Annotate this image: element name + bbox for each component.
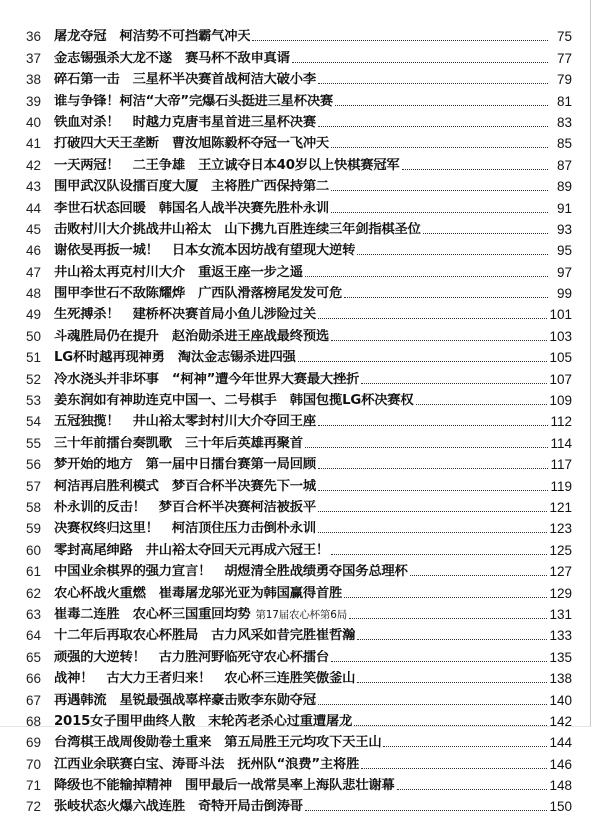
toc-entry[interactable] bbox=[26, 217, 572, 238]
toc-entry-page-number: 93 bbox=[556, 221, 572, 237]
toc-entry-page-number: 121 bbox=[549, 499, 572, 515]
toc-entry-title bbox=[54, 799, 303, 815]
toc-entry-title-text: 江西业余联赛白宝、涛哥斗法 抚州队“浪费”主将胜 bbox=[54, 756, 360, 772]
toc-entry-title-text: 击败村川大介挑战井山裕太 山下携九百胜连续三年剑指棋圣位 bbox=[54, 221, 421, 237]
toc-entry-title bbox=[54, 372, 359, 388]
toc-entry-number: 60 bbox=[26, 542, 42, 558]
toc-entry[interactable] bbox=[26, 174, 572, 195]
toc-entry-title bbox=[54, 757, 359, 773]
toc-entry-number: 54 bbox=[26, 414, 42, 430]
toc-entry-number: 37 bbox=[26, 50, 42, 66]
toc-dot-leader bbox=[318, 125, 548, 127]
toc-entry-page-number: 99 bbox=[556, 286, 572, 302]
toc-entry[interactable] bbox=[26, 495, 572, 516]
toc-entry-page-number: 105 bbox=[549, 350, 572, 366]
toc-entry-title-text: 斗魂胜局仍在提升 赵治勋杀进王座战最终预选 bbox=[54, 328, 330, 344]
toc-entry-number: 72 bbox=[26, 799, 42, 815]
toc-dot-leader bbox=[361, 767, 547, 769]
toc-entry-title bbox=[54, 29, 250, 45]
toc-entry[interactable] bbox=[26, 559, 572, 580]
toc-entry-page-number: 146 bbox=[549, 756, 572, 772]
toc-entry-number: 63 bbox=[26, 606, 42, 622]
toc-entry-page-number: 97 bbox=[556, 264, 572, 280]
toc-entry-title-text: 张岐状态火爆六战连胜 奇特开局击倒涛哥 bbox=[54, 799, 303, 815]
toc-dot-leader bbox=[331, 189, 548, 191]
toc-entry-title bbox=[54, 436, 303, 452]
toc-entry-title bbox=[54, 414, 316, 430]
toc-entry-title-text: 战神！ 古大力王者归来！ 农心杯三连胜笑傲釜山 bbox=[54, 671, 356, 687]
toc-entry-title-text: 中国业余棋界的强力宣言！ 胡煜清全胜战绩勇夺国务总理杯 bbox=[54, 564, 408, 580]
toc-entry[interactable] bbox=[26, 302, 572, 323]
toc-entry-number: 68 bbox=[26, 713, 42, 729]
toc-dot-leader bbox=[357, 253, 548, 255]
toc-entry-title bbox=[54, 222, 421, 238]
toc-entry-page-number: 125 bbox=[549, 542, 572, 558]
toc-entry-number: 48 bbox=[26, 286, 42, 302]
toc-entry-page-number: 114 bbox=[550, 435, 572, 451]
toc-entry-page-number: 117 bbox=[550, 457, 572, 473]
toc-entry-page-number: 112 bbox=[550, 414, 572, 430]
toc-entry-title-text: 零封高尾绅路 井山裕太夺回天元再成六冠王！ bbox=[54, 542, 330, 558]
toc-entry-number: 57 bbox=[26, 478, 42, 494]
toc-entry-title-text: 朴永训的反击！ 梦百合杯半决赛柯洁被扳平 bbox=[54, 499, 316, 515]
toc-entry-number: 61 bbox=[26, 564, 42, 580]
toc-dot-leader bbox=[305, 809, 548, 811]
toc-entry[interactable] bbox=[26, 88, 572, 109]
toc-dot-leader bbox=[357, 638, 547, 640]
toc-entry[interactable] bbox=[26, 345, 572, 366]
toc-entry-number: 52 bbox=[26, 371, 42, 387]
toc-dot-leader bbox=[331, 660, 547, 662]
toc-entry-title-text: 金志锡强杀大龙不遂 赛马杯不敌申真谞 bbox=[54, 50, 290, 66]
toc-entry-title-text: LG杯时越再现神勇 淘汰金志锡杀进四强 bbox=[54, 350, 296, 366]
toc-dot-leader bbox=[318, 510, 548, 512]
toc-entry[interactable] bbox=[26, 110, 572, 131]
toc-entry[interactable] bbox=[26, 152, 572, 173]
toc-entry[interactable] bbox=[26, 687, 572, 708]
toc-dot-leader bbox=[344, 296, 548, 298]
toc-entry[interactable] bbox=[26, 709, 572, 730]
toc-entry[interactable] bbox=[26, 430, 572, 451]
toc-entry[interactable] bbox=[26, 323, 572, 344]
toc-entry-title-text: 姜东润如有神助连克中国一、二号棋手 韩国包揽LG杯决赛权 bbox=[54, 393, 414, 409]
toc-entry-number: 36 bbox=[26, 29, 42, 45]
toc-entry-title bbox=[54, 479, 316, 495]
toc-entry-title-text: 柯洁再启胜利模式 梦百合杯半决赛先下一城 bbox=[54, 478, 316, 494]
toc-entry[interactable] bbox=[26, 45, 572, 66]
table-of-contents bbox=[26, 24, 572, 815]
toc-entry-title-text: 三十年前擂台奏凯歌 三十年后英雄再聚首 bbox=[54, 435, 303, 451]
toc-entry-page-number: 131 bbox=[549, 606, 572, 622]
toc-entry-number: 71 bbox=[26, 778, 42, 794]
toc-entry-title-text: 生死搏杀！ 建桥杯决赛首局小鱼儿涉险过关 bbox=[54, 307, 316, 323]
toc-entry-number: 44 bbox=[26, 200, 42, 216]
toc-dot-leader bbox=[331, 211, 548, 213]
toc-entry-page-number: 148 bbox=[549, 778, 572, 794]
toc-entry-title-text: 井山裕太再克村川大介 重返王座一步之遥 bbox=[54, 264, 303, 280]
toc-entry-number: 59 bbox=[26, 521, 42, 537]
toc-dot-leader bbox=[416, 403, 548, 405]
toc-dot-leader bbox=[318, 317, 548, 319]
toc-entry[interactable] bbox=[26, 259, 572, 280]
toc-entry-title bbox=[54, 350, 296, 366]
toc-dot-leader bbox=[292, 61, 548, 63]
toc-entry-title-text: 围甲李世石不敌陈耀烨 广西队滑落榜尾发发可危 bbox=[54, 286, 343, 302]
toc-dot-leader bbox=[318, 424, 548, 426]
toc-entry[interactable] bbox=[26, 452, 572, 473]
toc-entry-page-number: 91 bbox=[556, 200, 572, 216]
toc-entry-title bbox=[54, 735, 381, 751]
toc-dot-leader bbox=[331, 553, 547, 555]
toc-entry-page-number: 85 bbox=[556, 136, 572, 152]
toc-entry-title bbox=[54, 607, 347, 623]
toc-entry-title bbox=[54, 179, 329, 195]
toc-dot-leader bbox=[318, 531, 548, 533]
toc-entry-title-text: 降级也不能输掉精神 围甲最后一战常昊率上海队悲壮谢幕 bbox=[54, 778, 395, 794]
toc-entry-number: 51 bbox=[26, 350, 42, 366]
toc-entry-title bbox=[54, 158, 400, 174]
toc-dot-leader bbox=[298, 360, 548, 362]
toc-entry-page-number: 133 bbox=[549, 628, 572, 644]
toc-entry-page-number: 107 bbox=[549, 371, 572, 387]
toc-entry[interactable] bbox=[26, 580, 572, 601]
toc-entry-number: 55 bbox=[26, 435, 42, 451]
toc-entry[interactable] bbox=[26, 794, 572, 815]
toc-entry-number: 43 bbox=[26, 179, 42, 195]
toc-dot-leader bbox=[410, 574, 548, 576]
toc-entry-title bbox=[54, 693, 316, 709]
toc-entry-title bbox=[54, 457, 316, 473]
toc-entry-number: 41 bbox=[26, 136, 42, 152]
toc-entry-title-text: 谁与争锋！柯洁“大帝”完爆石头挺进三星杯决赛 bbox=[54, 93, 334, 109]
toc-entry-page-number: 150 bbox=[549, 799, 572, 815]
toc-dot-leader bbox=[331, 339, 547, 341]
toc-entry[interactable] bbox=[26, 537, 572, 558]
toc-entry-number: 69 bbox=[26, 735, 42, 751]
toc-entry-title bbox=[54, 201, 329, 217]
toc-entry-title-text: 农心杯战火重燃 崔毒屠龙邬光亚为韩国赢得首胜 bbox=[54, 585, 343, 601]
toc-entry[interactable] bbox=[26, 516, 572, 537]
toc-dot-leader bbox=[397, 788, 548, 790]
toc-entry-title bbox=[54, 243, 355, 259]
toc-entry-number: 40 bbox=[26, 114, 42, 130]
toc-entry-number: 70 bbox=[26, 756, 42, 772]
toc-dot-leader bbox=[305, 446, 548, 448]
toc-entry-page-number: 87 bbox=[556, 157, 572, 173]
toc-entry-title-text: 李世石状态回暖 韩国名人战半决赛先胜朴永训 bbox=[54, 200, 330, 216]
toc-entry-title bbox=[54, 778, 395, 794]
toc-entry-title bbox=[54, 543, 329, 559]
toc-entry[interactable] bbox=[26, 131, 572, 152]
toc-entry-title bbox=[54, 500, 316, 516]
toc-entry-title-text: 屠龙夺冠 柯洁势不可挡霸气冲天 bbox=[54, 29, 251, 45]
toc-entry-page-number: 129 bbox=[549, 585, 572, 601]
toc-entry-title bbox=[54, 714, 352, 730]
toc-dot-leader bbox=[318, 467, 548, 469]
toc-entry-title-text: 决赛权终归这里！ 柯洁顶住压力击倒朴永训 bbox=[54, 521, 316, 537]
toc-dot-leader bbox=[305, 275, 548, 277]
toc-entry-title-text: 再遇韩流 星锐最强战辜梓豪击败李东勋夺冠 bbox=[54, 692, 316, 708]
toc-entry-page-number: 75 bbox=[556, 29, 572, 45]
toc-entry-title bbox=[54, 286, 342, 302]
toc-dot-leader bbox=[349, 617, 547, 619]
toc-entry-number: 58 bbox=[26, 499, 42, 515]
toc-dot-leader bbox=[252, 39, 548, 41]
toc-entry-title-text: 一天两冠！ 二王争雄 王立诚夺日本40岁以上快棋赛冠军 bbox=[54, 157, 400, 173]
toc-dot-leader bbox=[331, 146, 548, 148]
toc-entry-title bbox=[54, 51, 290, 67]
toc-entry[interactable] bbox=[26, 195, 572, 216]
toc-entry-title bbox=[54, 521, 316, 537]
toc-entry-title bbox=[54, 307, 316, 323]
toc-entry-page-number: 103 bbox=[549, 328, 572, 344]
toc-entry-title-text: 铁血对杀！ 时越力克唐韦星首进三星杯决赛 bbox=[54, 114, 316, 130]
toc-dot-leader bbox=[318, 703, 548, 705]
toc-entry-title bbox=[54, 586, 342, 602]
toc-entry-title bbox=[54, 650, 329, 666]
toc-entry-title bbox=[54, 671, 355, 687]
toc-entry-number: 39 bbox=[26, 93, 42, 109]
toc-entry[interactable] bbox=[26, 238, 572, 259]
toc-entry-page-number: 144 bbox=[549, 735, 572, 751]
toc-entry-title bbox=[54, 115, 316, 131]
toc-dot-leader bbox=[383, 745, 547, 747]
toc-entry-title bbox=[54, 72, 316, 88]
toc-dot-leader bbox=[354, 724, 547, 726]
toc-entry-title-text: 十二年后再取农心杯胜局 古力风采如昔完胜崔哲瀚 bbox=[54, 628, 356, 644]
toc-entry[interactable] bbox=[26, 666, 572, 687]
toc-entry-page-number: 81 bbox=[556, 93, 572, 109]
toc-entry-page-number: 95 bbox=[556, 243, 572, 259]
toc-entry-page-number: 83 bbox=[556, 114, 572, 130]
toc-dot-leader bbox=[335, 104, 548, 106]
toc-entry-title-text: 碎石第一击 三星杯半决赛首战柯洁大破小李 bbox=[54, 72, 316, 88]
toc-entry[interactable] bbox=[26, 473, 572, 494]
toc-entry-page-number: 109 bbox=[549, 393, 572, 409]
toc-entry[interactable] bbox=[26, 602, 572, 623]
toc-entry[interactable] bbox=[26, 751, 572, 772]
toc-entry-page-number: 89 bbox=[556, 179, 572, 195]
toc-entry-number: 67 bbox=[26, 692, 42, 708]
toc-entry-number: 45 bbox=[26, 221, 42, 237]
toc-entry-title bbox=[54, 628, 355, 644]
toc-dot-leader bbox=[361, 382, 547, 384]
toc-entry[interactable] bbox=[26, 366, 572, 387]
toc-entry-number: 50 bbox=[26, 328, 42, 344]
toc-entry-title bbox=[54, 265, 303, 281]
toc-entry-title bbox=[54, 136, 329, 152]
toc-entry-title-text: 梦开始的地方 第一届中日擂台赛第一局回顾 bbox=[54, 457, 316, 473]
toc-entry-page-number: 140 bbox=[549, 692, 572, 708]
toc-entry-title-text: 冷水浇头并非坏事 “柯神”遭今年世界大赛最大挫折 bbox=[54, 371, 360, 387]
toc-entry[interactable] bbox=[26, 409, 572, 430]
toc-entry-number: 38 bbox=[26, 72, 42, 88]
toc-entry-number: 42 bbox=[26, 157, 42, 173]
toc-entry-number: 46 bbox=[26, 243, 42, 259]
toc-entry-number: 66 bbox=[26, 671, 42, 687]
toc-entry-title-text: 2015女子围甲曲终人散 末轮芮老杀心过重遭屠龙 bbox=[54, 713, 353, 729]
toc-dot-leader bbox=[423, 232, 548, 234]
toc-entry-page-number: 77 bbox=[556, 50, 572, 66]
toc-entry-page-number: 138 bbox=[549, 671, 572, 687]
toc-entry-title-text: 顽强的大逆转！ 古力胜河野临死守农心杯擂台 bbox=[54, 649, 330, 665]
toc-entry-title-text: 打破四大天王垄断 曹汝旭陈毅杯夺冠一飞冲天 bbox=[54, 136, 330, 152]
toc-dot-leader bbox=[318, 489, 548, 491]
toc-entry-number: 53 bbox=[26, 393, 42, 409]
toc-entry-number: 47 bbox=[26, 264, 42, 280]
toc-entry[interactable] bbox=[26, 644, 572, 665]
toc-entry-page-number: 123 bbox=[549, 521, 572, 537]
toc-entry[interactable] bbox=[26, 623, 572, 644]
toc-entry[interactable] bbox=[26, 773, 572, 794]
toc-entry-page-number: 79 bbox=[556, 72, 572, 88]
toc-entry-title-text: 谢依旻再扳一城！ 日本女流本因坊战有望现大逆转 bbox=[54, 243, 356, 259]
toc-entry[interactable] bbox=[26, 730, 572, 751]
toc-entry-title-text: 台湾棋王战周俊勋卷土重来 第五局胜王元均攻下天王山 bbox=[54, 735, 382, 751]
toc-entry-title bbox=[54, 329, 329, 345]
toc-entry-subtitle: 第17届农心杯第6局 bbox=[255, 608, 347, 621]
toc-entry-title bbox=[54, 393, 414, 409]
toc-entry-title-text: 五冠独揽！ 井山裕太零封村川大介夺回王座 bbox=[54, 414, 316, 430]
toc-entry-page-number: 119 bbox=[550, 478, 572, 494]
toc-dot-leader bbox=[318, 82, 548, 84]
toc-entry-page-number: 101 bbox=[549, 307, 572, 323]
toc-entry-title-text: 围甲武汉队设擂百度大厦 主将胜广西保持第二 bbox=[54, 179, 330, 195]
toc-dot-leader bbox=[402, 168, 548, 170]
toc-dot-leader bbox=[357, 681, 547, 683]
toc-entry[interactable] bbox=[26, 67, 572, 88]
toc-entry-number: 65 bbox=[26, 649, 42, 665]
toc-entry-page-number: 135 bbox=[549, 649, 572, 665]
toc-entry-title bbox=[54, 564, 408, 580]
toc-entry[interactable] bbox=[26, 24, 572, 45]
toc-entry-title-text: 崔毒二连胜 农心杯三国重回均势 bbox=[54, 606, 251, 622]
toc-dot-leader bbox=[344, 596, 547, 598]
toc-entry-number: 62 bbox=[26, 585, 42, 601]
toc-entry-title bbox=[54, 94, 333, 110]
toc-entry-number: 56 bbox=[26, 457, 42, 473]
toc-entry-page-number: 142 bbox=[549, 713, 572, 729]
toc-entry-number: 49 bbox=[26, 307, 42, 323]
toc-entry[interactable] bbox=[26, 388, 572, 409]
toc-entry-number: 64 bbox=[26, 628, 42, 644]
toc-entry-page-number: 127 bbox=[549, 564, 572, 580]
toc-entry[interactable] bbox=[26, 281, 572, 302]
